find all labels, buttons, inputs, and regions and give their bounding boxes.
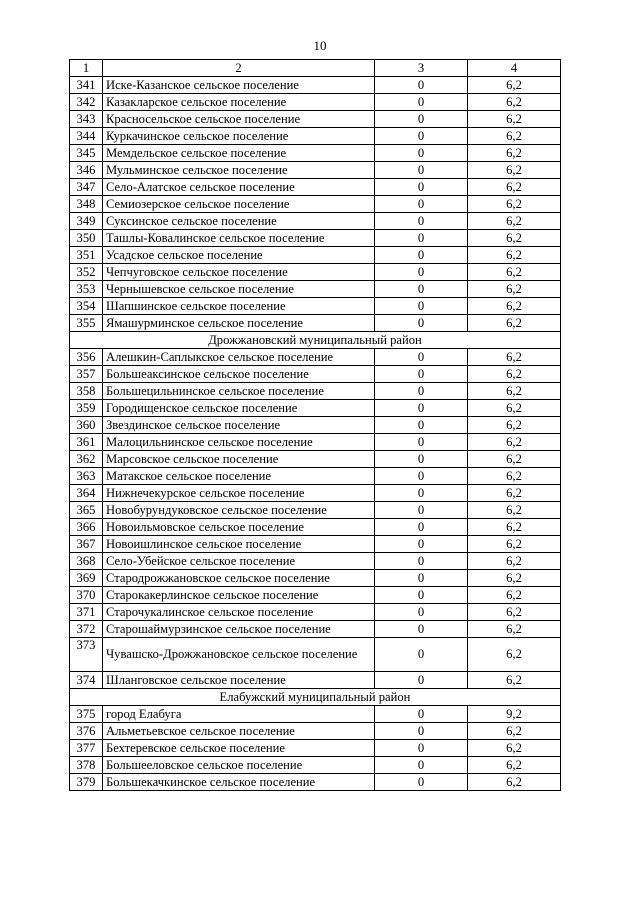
settlement-name: Шланговское сельское поселение (103, 672, 375, 689)
column-3-value: 0 (375, 417, 468, 434)
column-4-value: 6,2 (468, 366, 561, 383)
column-4-value: 6,2 (468, 196, 561, 213)
column-3-value: 0 (375, 468, 468, 485)
column-4-value: 6,2 (468, 468, 561, 485)
column-4-value: 6,2 (468, 417, 561, 434)
column-3-value: 0 (375, 519, 468, 536)
column-4-value: 6,2 (468, 162, 561, 179)
table-row (70, 264, 561, 281)
settlement-name: Казакларское сельское поселение (103, 94, 375, 111)
row-number: 345 (70, 145, 103, 162)
column-3-value: 0 (375, 366, 468, 383)
row-number: 357 (70, 366, 103, 383)
row-number: 361 (70, 434, 103, 451)
column-4-value: 6,2 (468, 536, 561, 553)
settlement-name: Марсовское сельское поселение (103, 451, 375, 468)
row-number: 362 (70, 451, 103, 468)
table-row (70, 400, 561, 417)
table-row (70, 162, 561, 179)
column-3-value: 0 (375, 400, 468, 417)
settlement-name: город Елабуга (103, 706, 375, 723)
column-4-value: 6,2 (468, 604, 561, 621)
column-4-value: 6,2 (468, 145, 561, 162)
column-4-value: 6,2 (468, 400, 561, 417)
row-number: 353 (70, 281, 103, 298)
table-row (70, 128, 561, 145)
column-3-value: 0 (375, 349, 468, 366)
row-number: 372 (70, 621, 103, 638)
district-header-row (70, 332, 561, 349)
table-row (70, 298, 561, 315)
settlement-name: Село-Алатское сельское поселение (103, 179, 375, 196)
settlement-name: Шапшинское сельское поселение (103, 298, 375, 315)
row-number: 344 (70, 128, 103, 145)
column-3-value: 0 (375, 638, 468, 672)
settlement-name: Село-Убейское сельское поселение (103, 553, 375, 570)
column-3-value: 0 (375, 553, 468, 570)
row-number: 369 (70, 570, 103, 587)
column-4-value: 6,2 (468, 451, 561, 468)
row-number: 347 (70, 179, 103, 196)
column-3-value: 0 (375, 706, 468, 723)
column-4-value: 6,2 (468, 349, 561, 366)
column-3-value: 0 (375, 485, 468, 502)
column-3-value: 0 (375, 196, 468, 213)
table-row (70, 451, 561, 468)
column-4-value: 6,2 (468, 111, 561, 128)
column-3-value: 0 (375, 434, 468, 451)
settlement-name: Алешкин-Саплыкское сельское поселение (103, 349, 375, 366)
column-3-value: 0 (375, 128, 468, 145)
column-3-value: 0 (375, 213, 468, 230)
settlement-name: Чернышевское сельское поселение (103, 281, 375, 298)
row-number: 377 (70, 740, 103, 757)
table-row (70, 587, 561, 604)
column-3-value: 0 (375, 77, 468, 94)
column-3-value: 0 (375, 281, 468, 298)
column-4-value: 6,2 (468, 128, 561, 145)
column-3-value: 0 (375, 774, 468, 791)
table-row (70, 383, 561, 400)
settlement-name: Чепчуговское сельское поселение (103, 264, 375, 281)
column-4-value: 6,2 (468, 553, 561, 570)
column-4-value: 6,2 (468, 672, 561, 689)
column-4-value: 6,2 (468, 94, 561, 111)
settlement-name: Усадское сельское поселение (103, 247, 375, 264)
table-row (70, 77, 561, 94)
settlement-name: Красносельское сельское поселение (103, 111, 375, 128)
column-4-value: 6,2 (468, 638, 561, 672)
table-row (70, 230, 561, 247)
header-cell-2: 2 (103, 60, 375, 77)
row-number: 365 (70, 502, 103, 519)
column-4-value: 6,2 (468, 434, 561, 451)
table-row (70, 740, 561, 757)
column-3-value: 0 (375, 315, 468, 332)
column-3-value: 0 (375, 298, 468, 315)
row-number: 375 (70, 706, 103, 723)
table-row (70, 502, 561, 519)
table-row (70, 706, 561, 723)
column-3-value: 0 (375, 502, 468, 519)
table-row (70, 723, 561, 740)
column-4-value: 6,2 (468, 774, 561, 791)
row-number: 359 (70, 400, 103, 417)
settlement-name: Малоцильнинское сельское поселение (103, 434, 375, 451)
settlement-name: Большееловское сельское поселение (103, 757, 375, 774)
settlement-name: Звездинское сельское поселение (103, 417, 375, 434)
settlement-name: Старошаймурзинское сельское поселение (103, 621, 375, 638)
table-row (70, 349, 561, 366)
row-number: 354 (70, 298, 103, 315)
settlement-name: Мемдельское сельское поселение (103, 145, 375, 162)
row-number: 366 (70, 519, 103, 536)
settlement-name: Новоильмовское сельское поселение (103, 519, 375, 536)
table-row (70, 536, 561, 553)
header-cell-4: 4 (468, 60, 561, 77)
column-3-value: 0 (375, 162, 468, 179)
column-3-value: 0 (375, 570, 468, 587)
page-number: 10 (313, 38, 327, 53)
table-header-row (70, 60, 561, 77)
column-4-value: 6,2 (468, 281, 561, 298)
settlement-name: Большецильнинское сельское поселение (103, 383, 375, 400)
table-row (70, 519, 561, 536)
header-cell-3: 3 (375, 60, 468, 77)
column-3-value: 0 (375, 536, 468, 553)
row-number: 367 (70, 536, 103, 553)
column-4-value: 6,2 (468, 570, 561, 587)
table-row (70, 417, 561, 434)
settlement-name: Большеаксинское сельское поселение (103, 366, 375, 383)
settlement-name: Ташлы-Ковалинское сельское поселение (103, 230, 375, 247)
column-4-value: 6,2 (468, 247, 561, 264)
settlement-name: Старочукалинское сельское поселение (103, 604, 375, 621)
column-3-value: 0 (375, 264, 468, 281)
column-3-value: 0 (375, 451, 468, 468)
table-row (70, 757, 561, 774)
column-4-value: 6,2 (468, 230, 561, 247)
table-row (70, 145, 561, 162)
column-3-value: 0 (375, 111, 468, 128)
row-number: 346 (70, 162, 103, 179)
column-4-value: 6,2 (468, 264, 561, 281)
settlement-name: Альметьевское сельское поселение (103, 723, 375, 740)
column-4-value: 6,2 (468, 723, 561, 740)
row-number: 374 (70, 672, 103, 689)
column-4-value: 6,2 (468, 587, 561, 604)
row-number: 363 (70, 468, 103, 485)
column-4-value: 6,2 (468, 213, 561, 230)
settlement-name: Новобурундуковское сельское поселение (103, 502, 375, 519)
row-number: 376 (70, 723, 103, 740)
settlement-name: Иске-Казанское сельское поселение (103, 77, 375, 94)
row-number: 348 (70, 196, 103, 213)
column-3-value: 0 (375, 621, 468, 638)
table-row (70, 247, 561, 264)
column-3-value: 0 (375, 94, 468, 111)
table-row (70, 179, 561, 196)
column-3-value: 0 (375, 740, 468, 757)
table-row (70, 485, 561, 502)
column-3-value: 0 (375, 757, 468, 774)
table-row (70, 94, 561, 111)
settlement-name: Ямашурминское сельское поселение (103, 315, 375, 332)
column-3-value: 0 (375, 383, 468, 400)
row-number: 343 (70, 111, 103, 128)
column-4-value: 6,2 (468, 179, 561, 196)
column-3-value: 0 (375, 723, 468, 740)
table-row (70, 434, 561, 451)
column-3-value: 0 (375, 587, 468, 604)
column-3-value: 0 (375, 247, 468, 264)
settlement-name: Чувашско-Дрожжановское сельское поселение (103, 638, 375, 672)
settlement-name: Бехтеревское сельское поселение (103, 740, 375, 757)
row-number: 370 (70, 587, 103, 604)
district-title: Елабужский муниципальный район (70, 689, 561, 706)
column-4-value: 6,2 (468, 621, 561, 638)
row-number: 355 (70, 315, 103, 332)
settlement-name: Матакское сельское поселение (103, 468, 375, 485)
district-header-row (70, 689, 561, 706)
row-number: 341 (70, 77, 103, 94)
table-row (70, 604, 561, 621)
settlement-name: Семиозерское сельское поселение (103, 196, 375, 213)
settlement-name: Мульминское сельское поселение (103, 162, 375, 179)
table-row (70, 570, 561, 587)
column-3-value: 0 (375, 604, 468, 621)
table-row (70, 366, 561, 383)
settlements-table (69, 59, 561, 791)
table-row (70, 638, 561, 672)
settlement-name: Старокакерлинское сельское поселение (103, 587, 375, 604)
row-number: 371 (70, 604, 103, 621)
column-3-value: 0 (375, 179, 468, 196)
row-number: 360 (70, 417, 103, 434)
column-4-value: 6,2 (468, 383, 561, 400)
row-number: 358 (70, 383, 103, 400)
row-number: 379 (70, 774, 103, 791)
column-4-value: 6,2 (468, 757, 561, 774)
row-number: 356 (70, 349, 103, 366)
settlement-name: Новоишлинское сельское поселение (103, 536, 375, 553)
table-body (70, 60, 561, 791)
settlement-name: Куркачинское сельское поселение (103, 128, 375, 145)
settlement-name: Суксинское сельское поселение (103, 213, 375, 230)
column-4-value: 6,2 (468, 298, 561, 315)
settlement-name: Нижнечекурское сельское поселение (103, 485, 375, 502)
row-number: 373 (70, 638, 103, 672)
district-title: Дрожжановский муниципальный район (70, 332, 561, 349)
table-row (70, 468, 561, 485)
table-row (70, 672, 561, 689)
row-number: 349 (70, 213, 103, 230)
row-number: 342 (70, 94, 103, 111)
column-3-value: 0 (375, 230, 468, 247)
row-number: 351 (70, 247, 103, 264)
settlement-name: Большекачкинское сельское поселение (103, 774, 375, 791)
table-row (70, 621, 561, 638)
row-number: 378 (70, 757, 103, 774)
row-number: 350 (70, 230, 103, 247)
column-4-value: 6,2 (468, 519, 561, 536)
table-row (70, 213, 561, 230)
column-4-value: 6,2 (468, 315, 561, 332)
column-4-value: 9,2 (468, 706, 561, 723)
table-row (70, 196, 561, 213)
table-row (70, 774, 561, 791)
row-number: 364 (70, 485, 103, 502)
table-row (70, 315, 561, 332)
column-3-value: 0 (375, 672, 468, 689)
settlement-name: Городищенское сельское поселение (103, 400, 375, 417)
header-cell-1: 1 (70, 60, 103, 77)
column-4-value: 6,2 (468, 77, 561, 94)
column-3-value: 0 (375, 145, 468, 162)
column-4-value: 6,2 (468, 502, 561, 519)
table-row (70, 281, 561, 298)
table-row (70, 553, 561, 570)
settlement-name: Стародрожжановское сельское поселение (103, 570, 375, 587)
table-row (70, 111, 561, 128)
column-4-value: 6,2 (468, 485, 561, 502)
row-number: 352 (70, 264, 103, 281)
column-4-value: 6,2 (468, 740, 561, 757)
row-number: 368 (70, 553, 103, 570)
